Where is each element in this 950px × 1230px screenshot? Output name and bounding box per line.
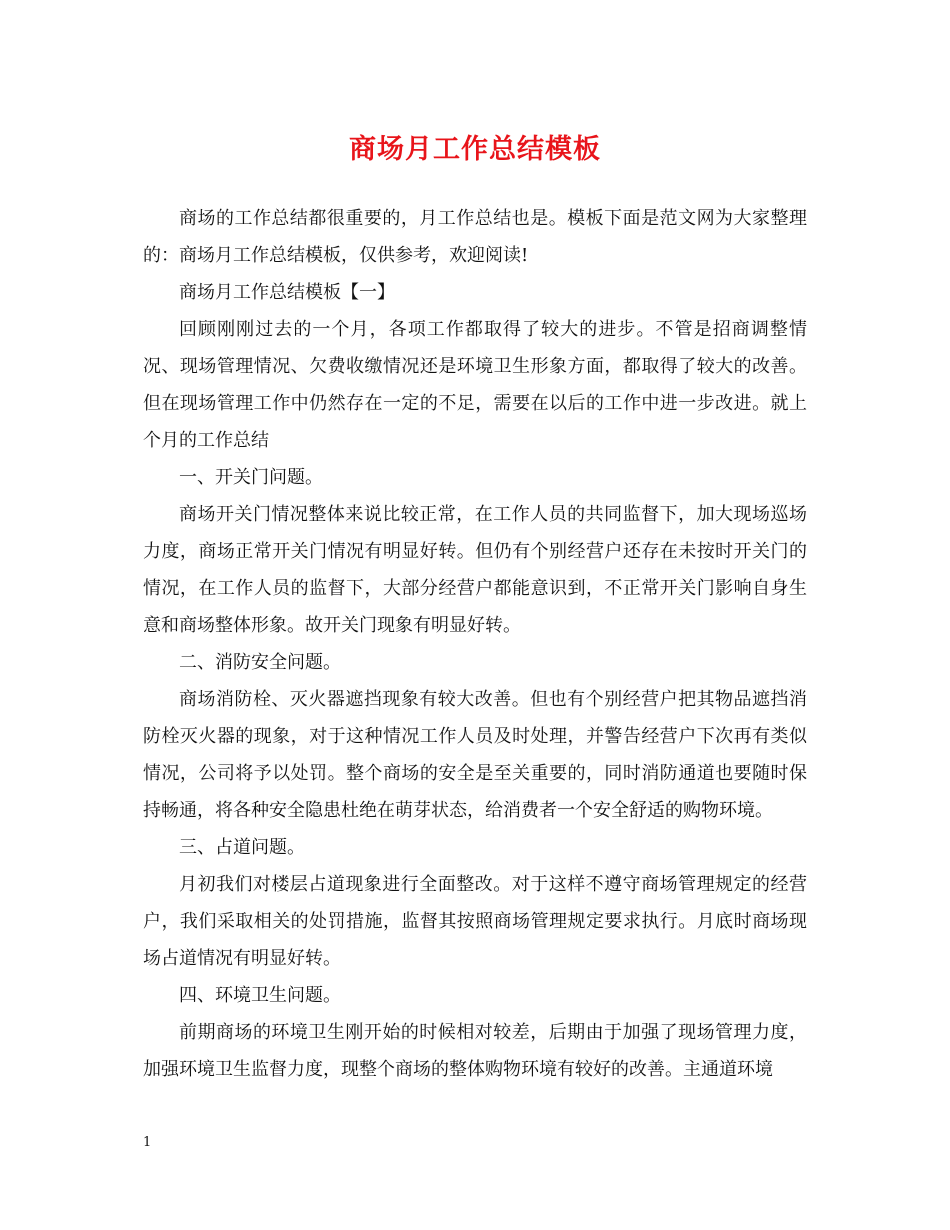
heading-hygiene-issue: 四、环境卫生问题。	[179, 985, 341, 1006]
occupation-issue-paragraph: 月初我们对楼层占道现象进行全面整改。对于这样不遵守商场管理规定的经营户，我们采取相关的处罚措施，监督其按照商场管理规定要求执行。月底时商场现场占道情况有明显好转。	[143, 874, 807, 969]
heading-door-issue: 一、开关门问题。	[179, 467, 323, 488]
heading-occupation-issue: 三、占道问题。	[179, 837, 305, 858]
review-paragraph: 回顾刚刚过去的一个月，各项工作都取得了较大的进步。不管是招商调整情况、现场管理情况、欠费收缴情况还是环境卫生形象方面，都取得了较大的改善。但在现场管理工作中仍然存在一定的不足，需要在以后的工作中进一步改进。就上个月的工作总结	[143, 319, 807, 451]
document-body	[143, 200, 807, 1088]
page-number: 1	[143, 1135, 152, 1150]
document-title: 商场月工作总结模板	[349, 134, 601, 165]
section-heading-template-one: 商场月工作总结模板【一】	[179, 282, 395, 303]
door-issue-paragraph: 商场开关门情况整体来说比较正常，在工作人员的共同监督下，加大现场巡场力度，商场正常开关门情况有明显好转。但仍有个别经营户还存在未按时开关门的情况，在工作人员的监督下，大部分经营户都能意识到，不正常开关门影响自身生意和商场整体形象。故开关门现象有明显好转。	[143, 504, 807, 636]
heading-fire-safety: 二、消防安全问题。	[179, 652, 341, 673]
hygiene-issue-paragraph: 前期商场的环境卫生刚开始的时候相对较差，后期由于加强了现场管理力度，加强环境卫生监督力度，现整个商场的整体购物环境有较好的改善。主通道环境	[143, 1022, 807, 1080]
intro-paragraph: 商场的工作总结都很重要的，月工作总结也是。模板下面是范文网为大家整理的：商场月工作总结模板，仅供参考，欢迎阅读!	[143, 208, 807, 266]
fire-safety-paragraph: 商场消防栓、灭火器遮挡现象有较大改善。但也有个别经营户把其物品遮挡消防栓灭火器的现象，对于这种情况工作人员及时处理，并警告经营户下次再有类似情况，公司将予以处罚。整个商场的安全是至关重要的，同时消防通道也要随时保持畅通，将各种安全隐患杜绝在萌芽状态，给消费者一个安全舒适的购物环境。	[143, 689, 807, 821]
